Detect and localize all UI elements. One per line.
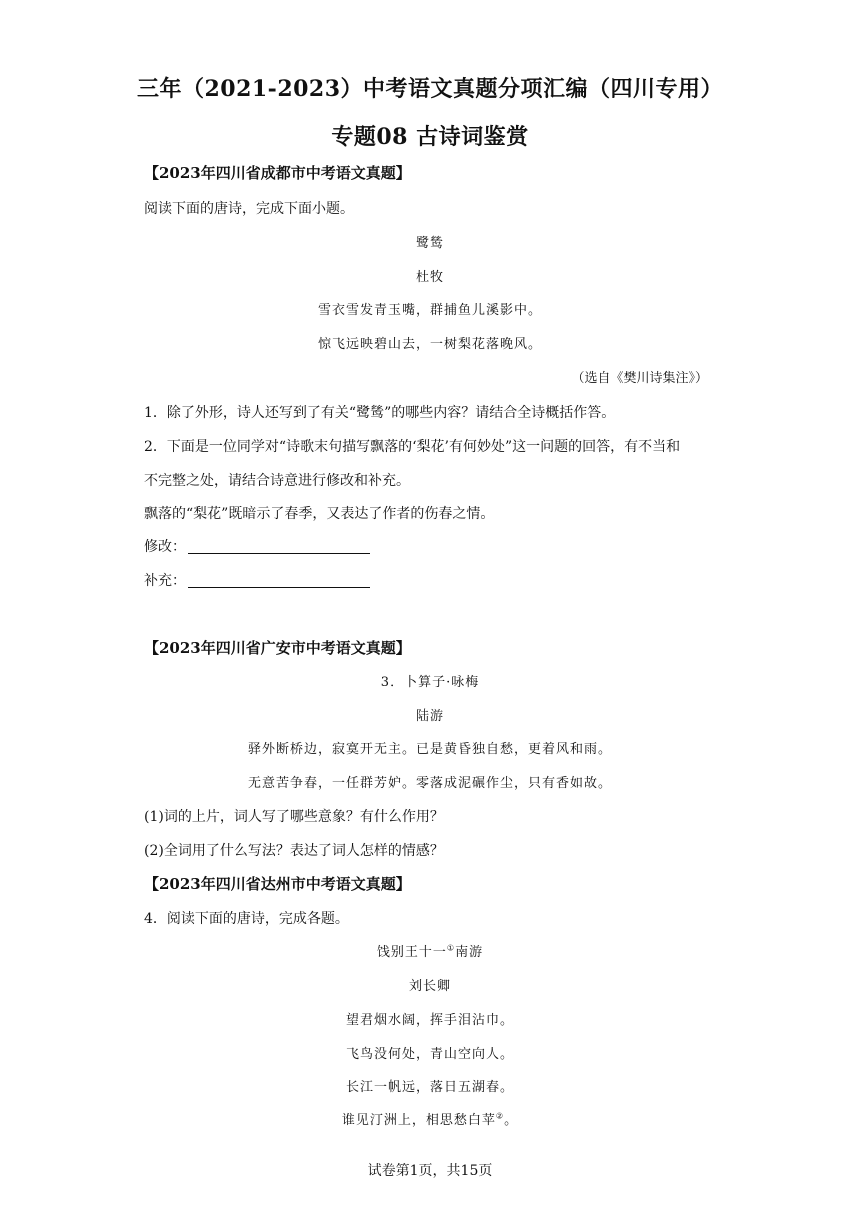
section-header-guangan: 【2023年四川省广安市中考语文真题】 <box>144 639 411 657</box>
page-footer: 试卷第1页，共15页 <box>367 1163 493 1179</box>
supplement-label: 补充： <box>144 573 186 589</box>
poem-author: 刘长卿 <box>408 979 451 994</box>
poem-line: 雪衣雪发青玉嘴，群捕鱼儿溪影中。 <box>317 303 542 318</box>
document-title: 三年（2021-2023）中考语文真题分项汇编（四川专用） <box>136 76 724 102</box>
question-2: 2．下面是一位同学对“诗歌末句描写飘落的‘梨花’有何妙处”这一问题的回答，有不当和 <box>144 439 681 455</box>
revise-blank[interactable] <box>188 539 370 554</box>
poem-line: 驿外断桥边，寂寞开无主。已是黄昏独自愁，更着风和雨。 <box>247 742 612 757</box>
section-header-chengdu: 【2023年四川省成都市中考语文真题】 <box>144 164 411 182</box>
poem-line: 飞鸟没何处，青山空向人。 <box>345 1047 514 1062</box>
poem-line: 望君烟水阔，挥手泪沾巾。 <box>345 1013 514 1028</box>
poem-line <box>0 1109 860 1128</box>
section-intro: 阅读下面的唐诗，完成下面小题。 <box>144 201 354 217</box>
poem-author: 杜牧 <box>415 270 444 285</box>
student-answer: 飘落的“梨花”既暗示了春季，又表达了作者的伤春之情。 <box>144 506 495 522</box>
section-header-dazhou: 【2023年四川省达州市中考语文真题】 <box>144 875 411 893</box>
question-3-2: (2)全词用了什么写法？表达了词人怎样的情感？ <box>144 843 444 859</box>
poem-title <box>0 941 860 960</box>
poem-source: （选自《樊川诗集注》） <box>571 371 708 386</box>
poem-line-text: 谁见汀洲上，相思愁白苹 <box>341 1113 496 1128</box>
supplement-row <box>144 570 370 590</box>
poem-line: 惊飞远映碧山去，一树梨花落晚风。 <box>317 337 542 352</box>
question-3-1: (1)词的上片，词人写了哪些意象？有什么作用？ <box>144 809 444 825</box>
footnote-marker: ① <box>446 943 456 953</box>
revise-label: 修改： <box>144 539 186 555</box>
document-subtitle: 专题08 古诗词鉴赏 <box>331 124 529 150</box>
revise-row <box>144 536 370 556</box>
supplement-blank[interactable] <box>188 573 370 588</box>
question-2-cont: 不完整之处，请结合诗意进行修改和补充。 <box>144 473 410 489</box>
poem-line-punct: 。 <box>504 1113 519 1128</box>
poem-author: 陆游 <box>415 709 444 724</box>
poem-title-part: 饯别王十一 <box>376 945 447 960</box>
poem-title: 鹭鸶 <box>415 236 444 251</box>
poem-title: 3．卜算子·咏梅 <box>380 675 480 690</box>
poem-line: 长江一帆远，落日五湖春。 <box>345 1080 514 1095</box>
poem-line: 无意苦争春，一任群芳妒。零落成泥碾作尘，只有香如故。 <box>247 776 612 791</box>
question-4: 4．阅读下面的唐诗，完成各题。 <box>144 911 349 927</box>
footnote-marker: ② <box>495 1111 505 1121</box>
question-1: 1．除了外形，诗人还写到了有关“鹭鸶”的哪些内容？请结合全诗概括作答。 <box>144 405 616 421</box>
poem-title-part: 南游 <box>455 945 484 960</box>
